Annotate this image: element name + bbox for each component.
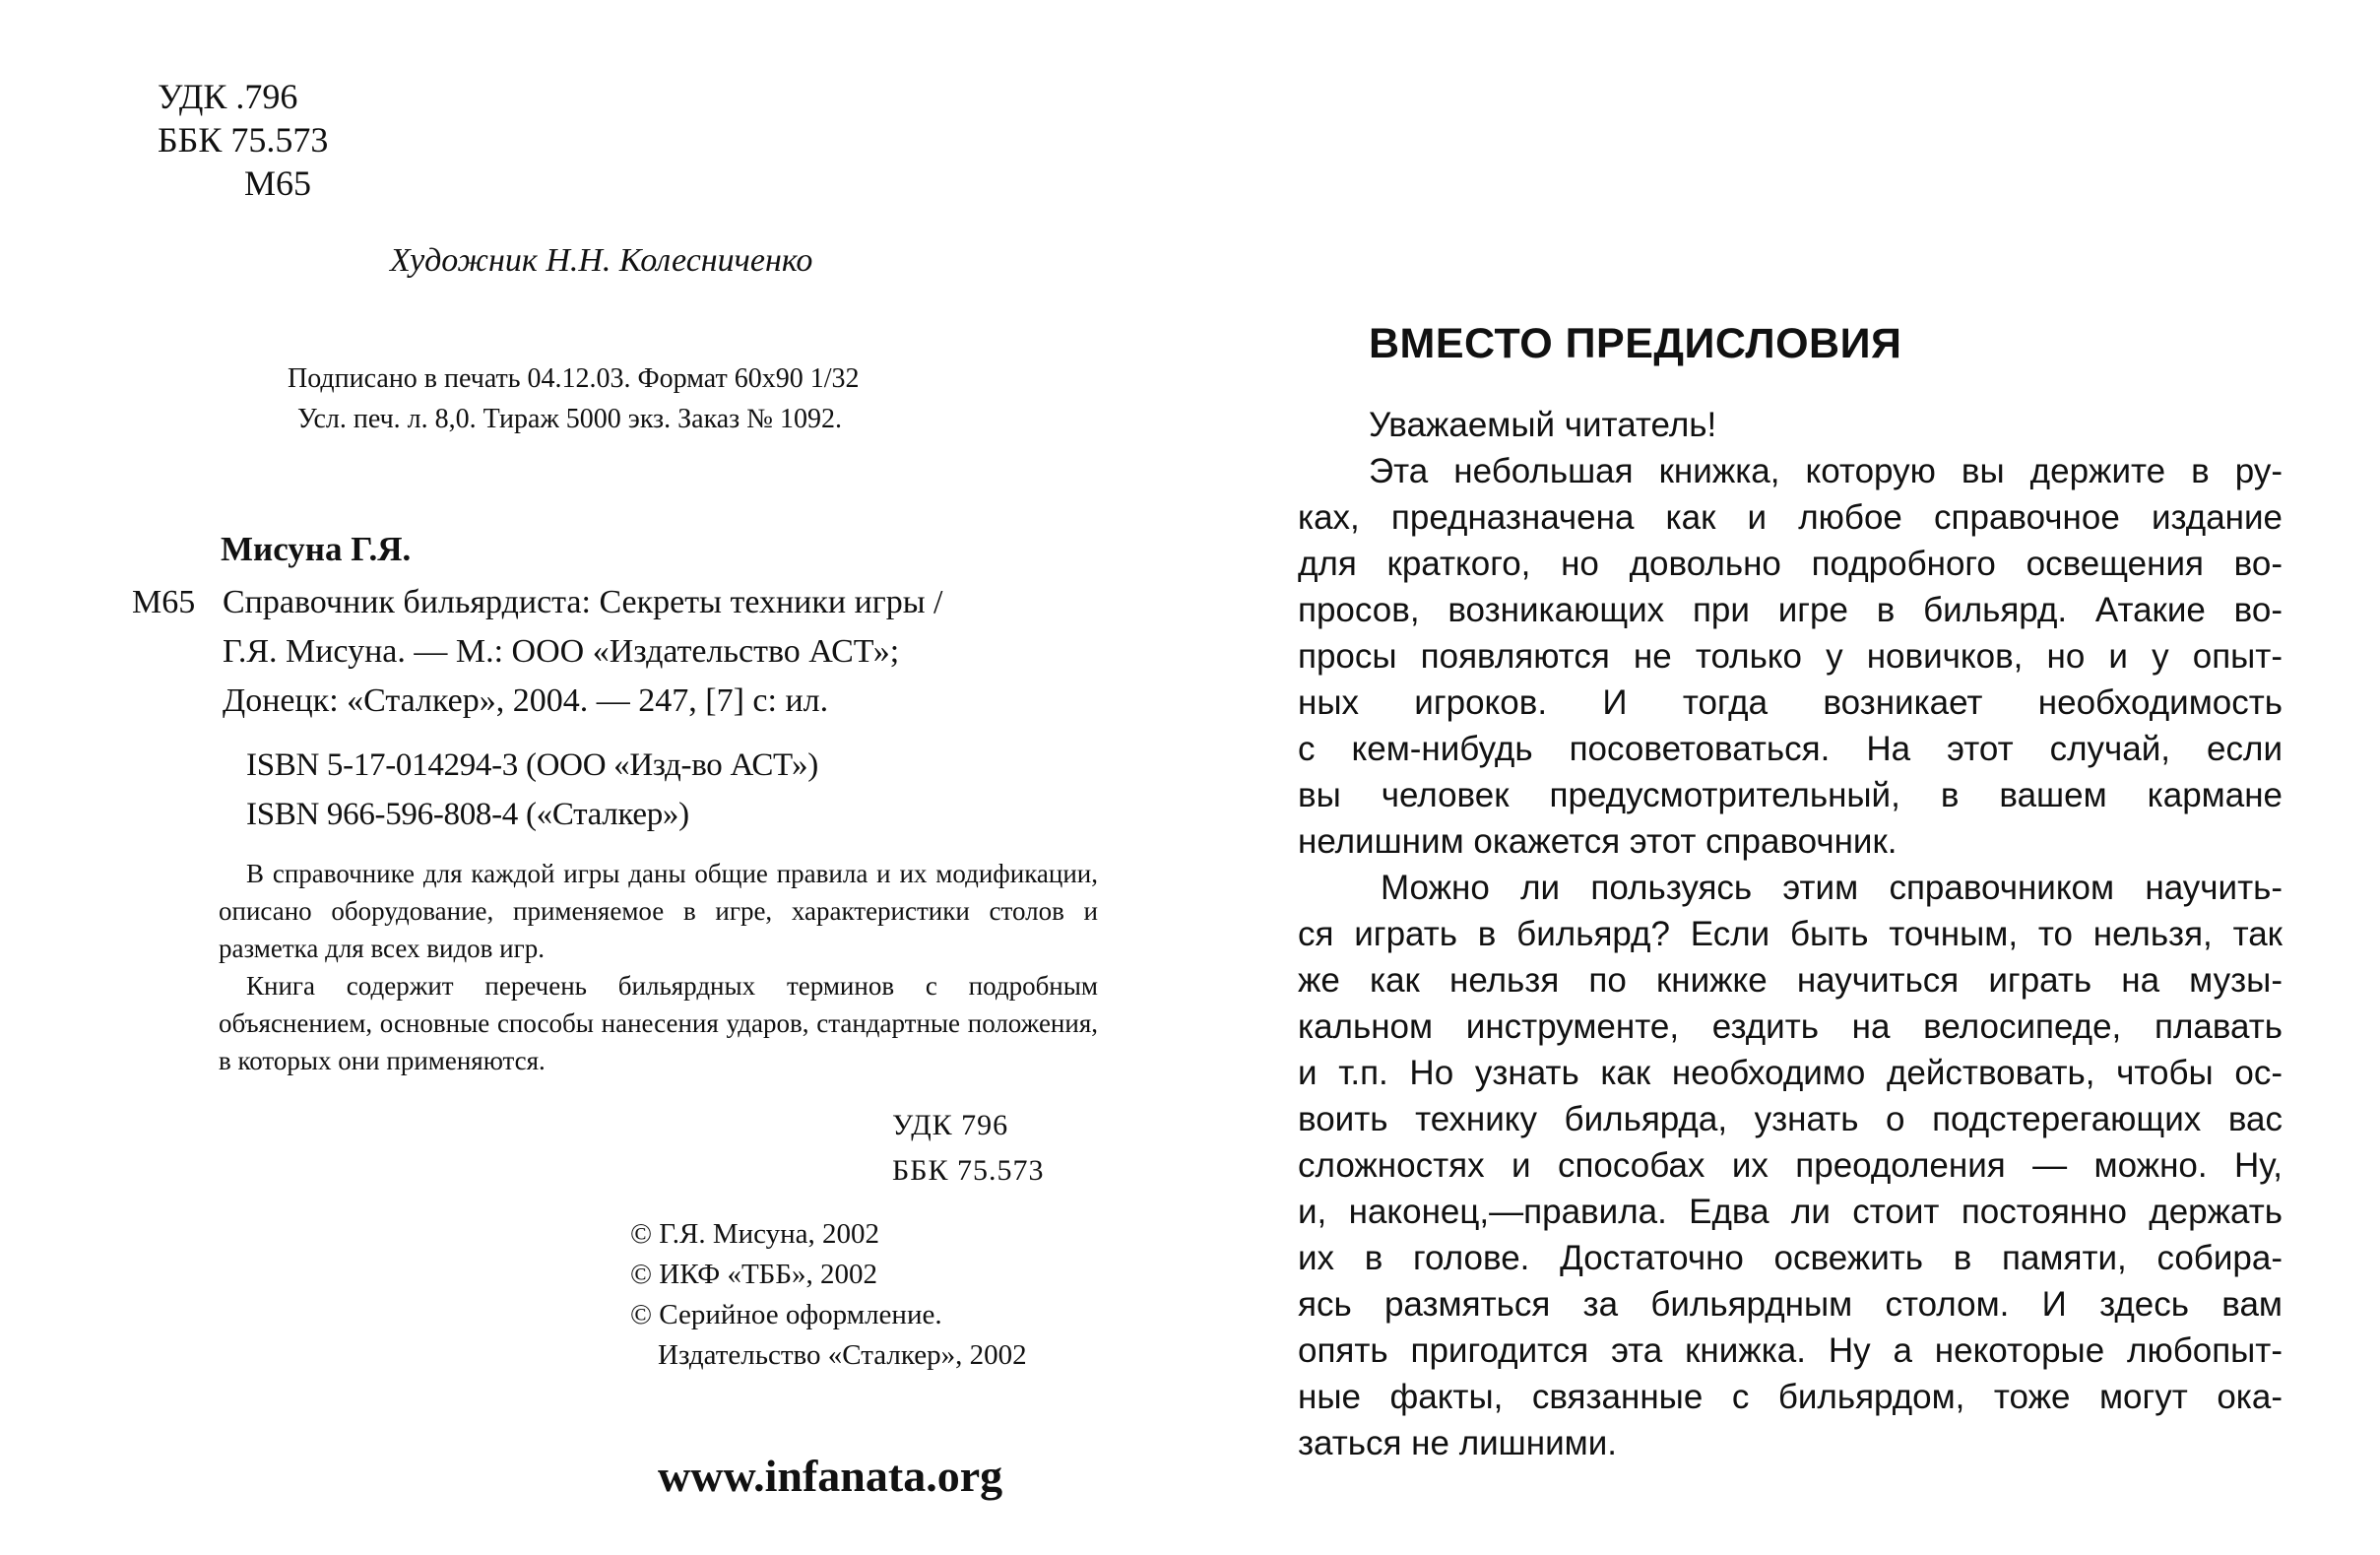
preface-line: ные факты, связанные с бильярдом, тоже могут ока- [1298, 1378, 2283, 1416]
preface-line: ся играть в бильярд? Если быть точным, то нельзя, так [1298, 915, 2283, 953]
copyright-line-2: © ИКФ «ТББ», 2002 [630, 1259, 877, 1290]
preface-line: Эта небольшая книжка, которую вы держите в ру- [1369, 452, 2283, 490]
preface-line: и т.п. Но узнать как необходимо действовать, чтобы ос- [1298, 1054, 2283, 1092]
preface-line: ясь размяться за бильярдным столом. И здесь вам [1298, 1285, 2283, 1324]
preface-line: ках, предназначена как и любое справочное издание [1298, 498, 2283, 537]
section-heading: ВМЕСТО ПРЕДИСЛОВИЯ [1369, 320, 1902, 367]
classification-bottom [892, 1103, 1044, 1194]
bibliographic-code: М65 [132, 584, 196, 620]
preface-line: сложностях и способах их преодоления — можно. Ну, [1298, 1146, 2283, 1185]
udk-code: УДК .796 [158, 77, 298, 116]
preface-line: кальном инструменте, ездить на велосипеде, плавать [1298, 1007, 2283, 1046]
author-mark: М65 [244, 163, 312, 203]
imprint-line-1: Подписано в печать 04.12.03. Формат 60x90 1/32 [288, 363, 860, 394]
copyright-line-4: Издательство «Сталкер», 2002 [658, 1339, 1027, 1371]
bibliographic-line-2: Г.Я. Мисуна. — М.: ООО «Издательство АСТ»; [223, 633, 900, 670]
isbn-block [246, 741, 818, 839]
preface-line: опять пригодится эта книжка. Ну а некоторые любопыт- [1298, 1331, 2283, 1370]
right-page [1241, 0, 2380, 1555]
preface-line: заться не лишними. [1298, 1424, 1617, 1462]
author-heading: Мисуна Г.Я. [221, 530, 412, 568]
website-url: www.infanata.org [658, 1451, 1003, 1501]
preface-line: просы появляются не только у новичков, но и у опыт- [1298, 637, 2283, 676]
book-title-line: Справочник бильярдиста: Секреты техники игры / [223, 584, 943, 620]
preface-line: просов, возникающих при игре в бильярд. Атакие во- [1298, 591, 2283, 629]
bbk-code-bottom: ББК 75.573 [892, 1154, 1045, 1187]
preface-line: вы человек предусмотрительный, в вашем кармане [1298, 776, 2283, 814]
preface-line: Можно ли пользуясь этим справочником научить- [1381, 869, 2283, 907]
preface-line: ных игроков. И тогда возникает необходимость [1298, 683, 2283, 722]
annotation [219, 855, 1098, 1079]
imprint-line-2: Усл. печ. л. 8,0. Тираж 5000 экз. Заказ № 1092. [297, 404, 842, 434]
copyright-line-1: © Г.Я. Мисуна, 2002 [630, 1218, 880, 1250]
artist-credit: Художник Н.Н. Колесниченко [390, 242, 813, 279]
bibliographic-line-3: Донецк: «Сталкер», 2004. — 247, [7] с: ил. [223, 682, 829, 719]
preface-line: Уважаемый читатель! [1369, 406, 1717, 444]
preface-body [1298, 402, 2283, 1466]
preface-line: воить технику бильярда, узнать о подстерегающих вас [1298, 1100, 2283, 1138]
preface-line: нелишним окажется этот справочник. [1298, 822, 1898, 861]
annotation-paragraph-2: Книга содержит перечень бильярдных терминов с подробным объяснением, основные способы нанесения ударов, стандартные положения, в которых они применяются. [219, 971, 1098, 1075]
copyright-block [630, 1214, 1027, 1376]
udk-code-bottom: УДК 796 [892, 1109, 1009, 1141]
preface-line: их в голове. Достаточно освежить в памяти, собира- [1298, 1239, 2283, 1277]
bbk-code: ББК 75.573 [158, 120, 329, 160]
preface-line: же как нельзя по книжке научиться играть на музы- [1298, 961, 2283, 1000]
copyright-line-3: © Серийное оформление. [630, 1299, 942, 1330]
isbn-line-1: ISBN 5-17-014294-3 (ООО «Изд-во АСТ») [246, 747, 818, 783]
classification-block [158, 75, 328, 205]
preface-line: и, наконец,—правила. Едва ли стоит постоянно держать [1298, 1193, 2283, 1231]
preface-line: для краткого, но довольно подробного освещения во- [1298, 545, 2283, 583]
annotation-paragraph-1: В справочнике для каждой игры даны общие правила и их модификации, описано оборудование, применяемое в игре, характеристики столов и разметка для всех видов игр. [219, 859, 1098, 963]
preface-line: с кем-нибудь посоветоваться. На этот случай, если [1298, 730, 2283, 768]
imprint-info [288, 358, 859, 439]
bibliographic-entry [132, 578, 943, 726]
isbn-line-2: ISBN 966-596-808-4 («Сталкер») [246, 797, 689, 832]
